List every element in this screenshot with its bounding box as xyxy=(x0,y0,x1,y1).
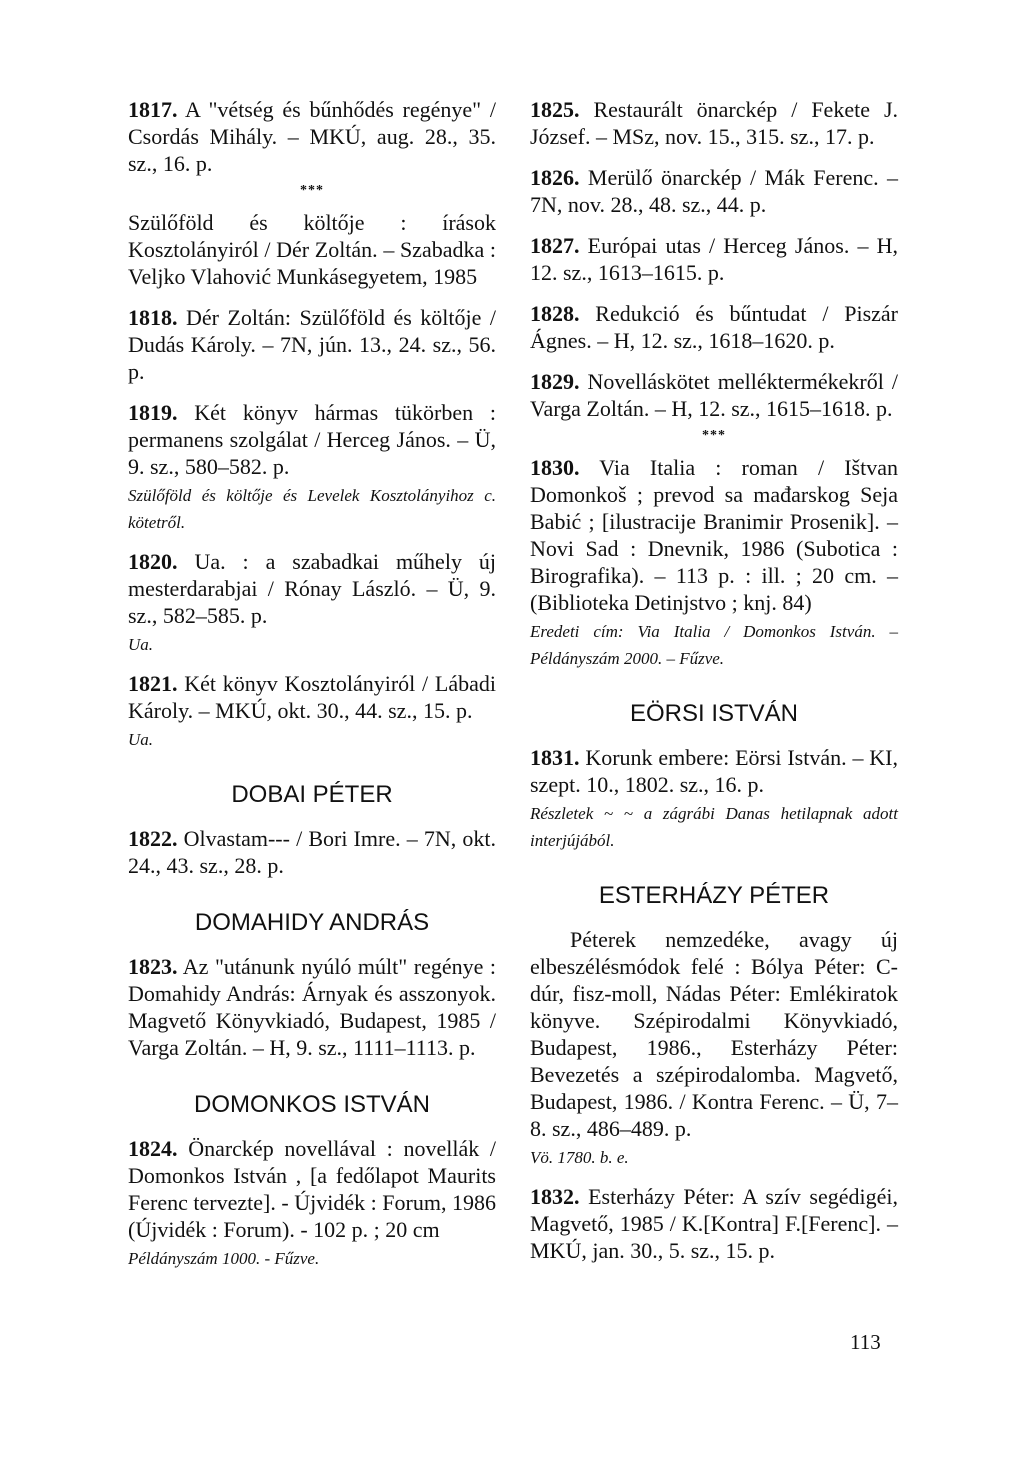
entry-1818 xyxy=(128,304,496,385)
entry-text: Redukció és bűntudat / Piszár Ágnes. – H, 12. sz., 1618–1620. p. xyxy=(530,301,898,353)
entry-text: Ua. : a szabadkai műhely új mesterdarabjai / Rónay László. – Ü, 9. sz., 582–585. p. xyxy=(128,549,496,628)
entry-1817 xyxy=(128,96,496,177)
entry-note: Vö. 1780. b. e. xyxy=(530,1148,629,1167)
book-record: Szülőföld és költője : írások Kosztolányiról / Dér Zoltán. – Szabadka : Veljko Vlahović Munkásegyetem, 1985 xyxy=(128,210,496,289)
entry-note: Eredeti cím: Via Italia / Domonkos István. – Példányszám 2000. – Fűzve. xyxy=(530,622,898,668)
entry-number: 1818. xyxy=(128,305,178,330)
entry-text: Korunk embere: Eörsi István. – KI, szept. 10., 1802. sz., 16. p. xyxy=(530,745,898,797)
entry-note: Példányszám 1000. - Fűzve. xyxy=(128,1249,320,1268)
entry-number: 1819. xyxy=(128,400,178,425)
section-divider-stars: *** xyxy=(702,428,726,443)
entry-number: 1823. xyxy=(128,954,178,979)
entry-text: Két könyv Kosztolányiról / Lábadi Károly. – MKÚ, okt. 30., 44. sz., 15. p. xyxy=(128,671,497,723)
entry-1830 xyxy=(530,454,898,670)
entry-note: Ua. xyxy=(128,730,154,749)
entry-1829 xyxy=(530,368,898,422)
entry-text: Novelláskötet melléktermékekről / Varga Zoltán. – H, 12. sz., 1615–1618. p. xyxy=(530,369,898,421)
entry-note: Részletek ~ ~ a zágrábi Danas hetilapnak adott interjújából. xyxy=(530,804,898,850)
entry-1819 xyxy=(128,399,496,534)
entry-1831 xyxy=(530,744,898,852)
entry-number: 1820. xyxy=(128,549,178,574)
entry-1826 xyxy=(530,164,898,218)
author-heading: DOBAI PÉTER xyxy=(231,781,393,808)
entry-number: 1822. xyxy=(128,826,178,851)
entry-number: 1824. xyxy=(128,1136,178,1161)
book-record xyxy=(530,926,898,1169)
entry-number: 1831. xyxy=(530,745,580,770)
entry-text: Olvastam--- / Bori Imre. – 7N, okt. 24., 43. sz., 28. p. xyxy=(128,826,496,878)
author-heading: DOMAHIDY ANDRÁS xyxy=(194,909,430,936)
entry-text: Via Italia : roman / Ištvan Domonkoš ; prevod sa mađarskog Seja Babić ; [ilustracije Branimir Prosenik]. – Novi Sad : Dnevnik, 1986 (Subotica : Birografika). – 113 p. : ill. ; 20 cm. – (Biblioteka Detinjstvo ; knj. 84) xyxy=(530,455,898,615)
entry-number: 1828. xyxy=(530,301,580,326)
entry-1828 xyxy=(530,300,898,354)
entry-note: Szülőföld és költője és Levelek Kosztolányihoz c. kötetről. xyxy=(128,486,496,532)
entry-1825 xyxy=(530,96,898,150)
entry-number: 1832. xyxy=(530,1184,580,1209)
page-number: 113 xyxy=(850,1330,881,1354)
entry-1824 xyxy=(128,1135,496,1270)
entry-text: Önarckép novellával : novellák / Domonkos István , [a fedőlapot Maurits Ferenc tervezte]. - Újvidék : Forum, 1986 (Újvidék : Forum). - 102 p. ; 20 cm xyxy=(128,1136,497,1242)
author-heading: DOMONKOS ISTVÁN xyxy=(193,1091,431,1118)
entry-text: Dér Zoltán: Szülőföld és költője / Dudás Károly. – 7N, jún. 13., 24. sz., 56. p. xyxy=(128,305,497,384)
entry-text: Merülő önarckép / Mák Ferenc. – 7N, nov. 28., 48. sz., 44. p. xyxy=(530,165,898,217)
entry-note: Ua. xyxy=(128,635,154,654)
entry-number: 1825. xyxy=(530,97,580,122)
entry-text: Az "utánunk nyúló múlt" regénye : Domahidy András: Árnyak és asszonyok. Magvető Könyvkiadó, Budapest, 1985 / Varga Zoltán. – H, 9. sz., 1111–1113. p. xyxy=(128,954,496,1060)
section-divider-stars: *** xyxy=(300,183,324,198)
entry-text: Péterek nemzedéke, avagy új elbeszélésmódok felé : Bólya Péter: C-dúr, fisz-moll, Nádas Péter: Emlékiratok könyve. Szépirodalmi Könyvkiadó, Budapest, 1986., Esterházy Péter: Bevezetés a szépirodalomba. Magvető, Budapest, 1986. / Kontra Ferenc. – Ü, 7–8. sz., 486–489. p. xyxy=(530,927,898,1141)
entry-text: Európai utas / Herceg János. – H, 12. sz., 1613–1615. p. xyxy=(530,233,899,285)
entry-number: 1821. xyxy=(128,671,178,696)
left-column xyxy=(128,96,496,1284)
entry-text: Két könyv hármas tükörben : permanens szolgálat / Herceg János. – Ü, 9. sz., 580–582. p. xyxy=(128,400,497,479)
entry-number: 1817. xyxy=(128,97,178,122)
entry-text: A "vétség és bűnhődés regénye" / Csordás Mihály. – MKÚ, aug. 28., 35. sz., 16. p. xyxy=(128,97,496,176)
entry-1822 xyxy=(128,825,496,879)
entry-number: 1826. xyxy=(530,165,580,190)
entry-1821 xyxy=(128,670,496,751)
entry-text: Restaurált önarckép / Fekete J. József. – MSz, nov. 15., 315. sz., 17. p. xyxy=(530,97,898,149)
entry-1823 xyxy=(128,953,496,1061)
author-heading: EÖRSI ISTVÁN xyxy=(629,700,799,727)
entry-number: 1829. xyxy=(530,369,580,394)
author-heading: ESTERHÁZY PÉTER xyxy=(598,882,830,909)
entry-1820 xyxy=(128,548,496,656)
entry-number: 1827. xyxy=(530,233,580,258)
entry-text: Esterházy Péter: A szív segédigéi, Magvető, 1985 / K.[Kontra] F.[Ferenc]. – MKÚ, jan. 30., 5. sz., 15. p. xyxy=(530,1184,898,1263)
right-column xyxy=(530,96,898,1278)
entry-1832 xyxy=(530,1183,898,1264)
entry-1827 xyxy=(530,232,898,286)
entry-number: 1830. xyxy=(530,455,580,480)
